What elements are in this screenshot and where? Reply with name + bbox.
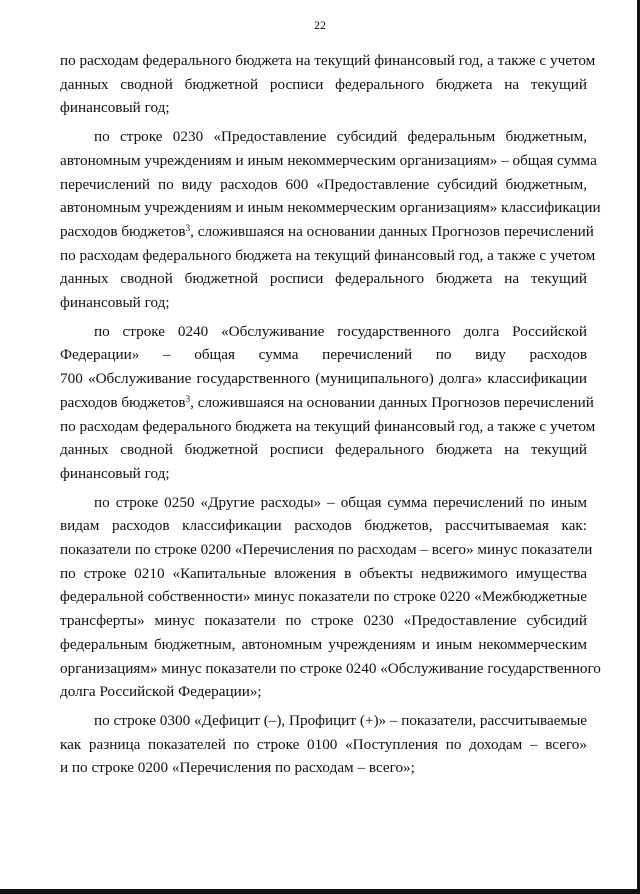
text-line: по строке 0240 «Обслуживание государственного долга Российской: [94, 322, 587, 340]
text-line-with-footnote: [60, 220, 594, 244]
text-line: федеральной собственности» минус показатели по строке 0220 «Межбюджетные: [60, 588, 587, 606]
text-line: видам расходов классификации расходов бюджетов, рассчитываемая как:: [60, 517, 587, 535]
paragraph-row-0240: [60, 320, 596, 486]
text-line: по расходам федерального бюджета на текущий финансовый год, а также с учетом: [60, 52, 596, 69]
text-line: Федерации» – общая сумма перечислений по виду расходов: [60, 346, 587, 364]
text-line: по строке 0300 «Дефицит (–), Профицит (+)» – показатели, рассчитываемые: [94, 711, 588, 729]
text-fragment: расходов бюджетов: [60, 393, 186, 411]
paragraph-row-0300: [60, 709, 587, 780]
text-line: финансовый год;: [60, 294, 170, 312]
text-line: по строке 0230 «Предоставление субсидий федеральным бюджетным,: [94, 128, 587, 146]
text-line: автономным учреждениям и иным некоммерческим организациям» – общая сумма: [60, 151, 597, 169]
text-line: по расходам федерального бюджета на текущий финансовый год, а также с учетом: [60, 246, 596, 264]
paragraph-continuation: [60, 49, 596, 120]
text-line: трансферты» минус показатели по строке 0230 «Предоставление субсидий: [60, 612, 587, 630]
text-line: финансовый год;: [60, 464, 170, 482]
text-line: долга Российской Федерации»;: [60, 683, 262, 701]
text-fragment: расходов бюджетов: [60, 222, 186, 240]
text-line: показатели по строке 0200 «Перечисления по расходам – всего» минус показатели: [60, 541, 593, 559]
text-line: данных сводной бюджетной росписи федерального бюджета на текущий: [60, 75, 587, 93]
scan-edge-bottom: [0, 889, 640, 894]
footnote-ref: 3: [185, 222, 191, 233]
document-body: [60, 49, 601, 780]
paragraph-row-0250: [60, 491, 601, 704]
text-line: и по строке 0200 «Перечисления по расходам – всего»;: [60, 759, 415, 777]
paragraph-row-0230: [60, 125, 601, 315]
text-line-with-footnote: [60, 391, 594, 415]
text-fragment: , сложившаяся на основании данных Прогнозов перечислений: [190, 393, 594, 411]
text-line: автономным учреждениям и иным некоммерческим организациям» классификации: [60, 199, 601, 217]
text-line: данных сводной бюджетной росписи федерального бюджета на текущий: [60, 441, 587, 459]
text-line: организациям» минус показатели по строке 0240 «Обслуживание государственного: [60, 659, 601, 677]
text-line: данных сводной бюджетной росписи федерального бюджета на текущий: [60, 270, 587, 288]
text-line: перечислений по виду расходов 600 «Предоставление субсидий бюджетным,: [60, 175, 587, 193]
text-line: по расходам федерального бюджета на текущий финансовый год, а также с учетом: [60, 417, 596, 435]
text-fragment: , сложившаяся на основании данных Прогнозов перечислений: [190, 222, 594, 240]
footnote-ref: 3: [185, 393, 191, 404]
text-line: как разница показателей по строке 0100 «Поступления по доходам – всего»: [60, 735, 587, 753]
text-line: 700 «Обслуживание государственного (муниципального) долга» классификации: [60, 370, 587, 388]
text-line: финансовый год;: [60, 99, 170, 117]
page-number: 22: [314, 18, 326, 32]
text-line: по строке 0210 «Капитальные вложения в объекты недвижимого имущества: [60, 564, 587, 582]
text-line: по строке 0250 «Другие расходы» – общая сумма перечислений по иным: [94, 493, 587, 511]
text-line: федеральным бюджетным, автономным учреждениям и иным некоммерческим: [60, 635, 587, 653]
